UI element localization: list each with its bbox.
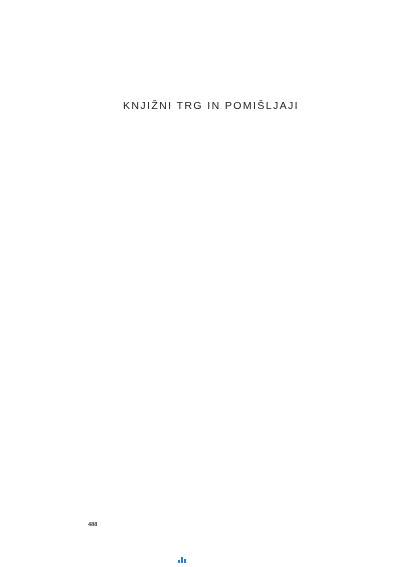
- bar-logo-icon: [178, 557, 187, 563]
- page-number: 488: [88, 521, 98, 528]
- section-title: KNJIŽNI TRG IN POMIŠLJAJI: [123, 100, 299, 112]
- article-body: [88, 80, 334, 122]
- footer-logo: [178, 557, 189, 563]
